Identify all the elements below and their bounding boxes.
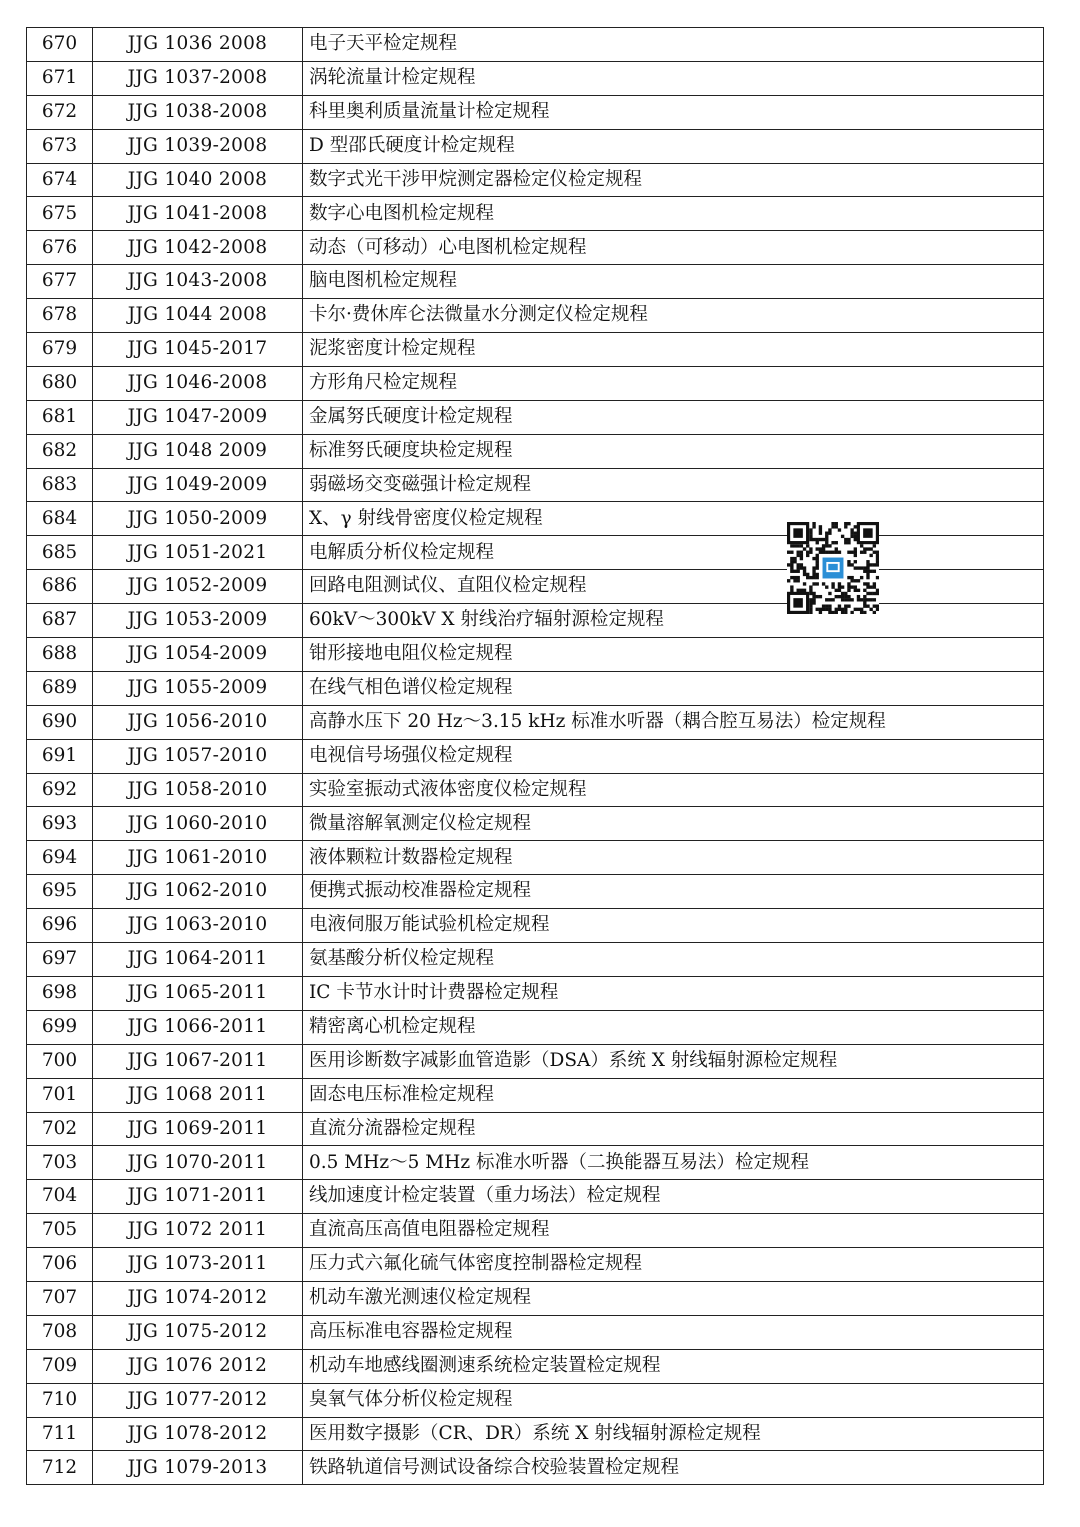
row-number-cell: 679: [27, 333, 93, 367]
regulation-name-cell: 微量溶解氧测定仪检定规程: [303, 807, 1044, 841]
regulation-code-cell: JJG 1045-2017: [93, 333, 303, 367]
table-row: [27, 61, 1044, 95]
regulation-name-cell: 直流高压高值电阻器检定规程: [303, 1214, 1044, 1248]
regulation-name-cell: X、γ 射线骨密度仪检定规程: [303, 502, 1044, 536]
regulation-name-cell: 弱磁场交变磁强计检定规程: [303, 468, 1044, 502]
regulation-name-cell: 脑电图机检定规程: [303, 265, 1044, 299]
regulation-code-cell: JJG 1037-2008: [93, 61, 303, 95]
table-row: [27, 909, 1044, 943]
table-row: [27, 502, 1044, 536]
table-row: [27, 773, 1044, 807]
row-number-cell: 709: [27, 1349, 93, 1383]
table-row: [27, 1010, 1044, 1044]
regulation-name-cell: 60kV～300kV X 射线治疗辐射源检定规程: [303, 604, 1044, 638]
row-number-cell: 702: [27, 1112, 93, 1146]
row-number-cell: 696: [27, 909, 93, 943]
row-number-cell: 670: [27, 28, 93, 62]
table-row: [27, 1044, 1044, 1078]
row-number-cell: 694: [27, 841, 93, 875]
regulation-code-cell: JJG 1074-2012: [93, 1281, 303, 1315]
row-number-cell: 682: [27, 434, 93, 468]
row-number-cell: 681: [27, 400, 93, 434]
regulation-name-cell: 机动车激光测速仪检定规程: [303, 1281, 1044, 1315]
row-number-cell: 700: [27, 1044, 93, 1078]
table-row: [27, 1383, 1044, 1417]
row-number-cell: 672: [27, 95, 93, 129]
regulation-name-cell: 高静水压下 20 Hz～3.15 kHz 标准水听器（耦合腔互易法）检定规程: [303, 705, 1044, 739]
table-row: [27, 1112, 1044, 1146]
row-number-cell: 688: [27, 638, 93, 672]
regulation-name-cell: 高压标准电容器检定规程: [303, 1315, 1044, 1349]
table-row: [27, 604, 1044, 638]
row-number-cell: 689: [27, 671, 93, 705]
regulation-code-cell: JJG 1044 2008: [93, 299, 303, 333]
regulation-name-cell: 电液伺服万能试验机检定规程: [303, 909, 1044, 943]
regulation-name-cell: 实验室振动式液体密度仪检定规程: [303, 773, 1044, 807]
regulation-name-cell: 电解质分析仪检定规程: [303, 536, 1044, 570]
table-row: [27, 671, 1044, 705]
row-number-cell: 711: [27, 1417, 93, 1451]
regulation-code-cell: JJG 1071-2011: [93, 1180, 303, 1214]
regulation-name-cell: 标准努氏硬度块检定规程: [303, 434, 1044, 468]
qr-code-icon: [787, 522, 879, 614]
regulation-code-cell: JJG 1049-2009: [93, 468, 303, 502]
regulation-name-cell: 直流分流器检定规程: [303, 1112, 1044, 1146]
row-number-cell: 676: [27, 231, 93, 265]
regulation-name-cell: 固态电压标准检定规程: [303, 1078, 1044, 1112]
regulation-name-cell: IC 卡节水计时计费器检定规程: [303, 976, 1044, 1010]
regulation-name-cell: 压力式六氟化硫气体密度控制器检定规程: [303, 1248, 1044, 1282]
regulation-code-cell: JJG 1038-2008: [93, 95, 303, 129]
row-number-cell: 698: [27, 976, 93, 1010]
table-row: [27, 197, 1044, 231]
table-row: [27, 366, 1044, 400]
row-number-cell: 710: [27, 1383, 93, 1417]
row-number-cell: 701: [27, 1078, 93, 1112]
regulation-table: [26, 27, 1044, 1485]
regulation-code-cell: JJG 1073-2011: [93, 1248, 303, 1282]
regulation-name-cell: 精密离心机检定规程: [303, 1010, 1044, 1044]
regulation-code-cell: JJG 1056-2010: [93, 705, 303, 739]
regulation-code-cell: JJG 1054-2009: [93, 638, 303, 672]
regulation-name-cell: 医用数字摄影（CR、DR）系统 X 射线辐射源检定规程: [303, 1417, 1044, 1451]
regulation-name-cell: 医用诊断数字减影血管造影（DSA）系统 X 射线辐射源检定规程: [303, 1044, 1044, 1078]
regulation-code-cell: JJG 1075-2012: [93, 1315, 303, 1349]
regulation-code-cell: JJG 1079-2013: [93, 1451, 303, 1485]
regulation-code-cell: JJG 1053-2009: [93, 604, 303, 638]
table-row: [27, 807, 1044, 841]
row-number-cell: 678: [27, 299, 93, 333]
row-number-cell: 680: [27, 366, 93, 400]
regulation-name-cell: 液体颗粒计数器检定规程: [303, 841, 1044, 875]
regulation-code-cell: JJG 1072 2011: [93, 1214, 303, 1248]
regulation-code-cell: JJG 1055-2009: [93, 671, 303, 705]
regulation-code-cell: JJG 1057-2010: [93, 739, 303, 773]
row-number-cell: 699: [27, 1010, 93, 1044]
regulation-code-cell: JJG 1078-2012: [93, 1417, 303, 1451]
regulation-name-cell: 机动车地感线圈测速系统检定装置检定规程: [303, 1349, 1044, 1383]
table-row: [27, 1281, 1044, 1315]
regulation-name-cell: 金属努氏硬度计检定规程: [303, 400, 1044, 434]
table-row: [27, 434, 1044, 468]
qr-code-image: [787, 522, 879, 614]
row-number-cell: 671: [27, 61, 93, 95]
row-number-cell: 673: [27, 129, 93, 163]
regulation-name-cell: 泥浆密度计检定规程: [303, 333, 1044, 367]
regulation-name-cell: D 型邵氏硬度计检定规程: [303, 129, 1044, 163]
regulation-code-cell: JJG 1052-2009: [93, 570, 303, 604]
row-number-cell: 695: [27, 875, 93, 909]
row-number-cell: 675: [27, 197, 93, 231]
row-number-cell: 691: [27, 739, 93, 773]
regulation-name-cell: 线加速度计检定装置（重力场法）检定规程: [303, 1180, 1044, 1214]
table-row: [27, 1180, 1044, 1214]
row-number-cell: 683: [27, 468, 93, 502]
row-number-cell: 712: [27, 1451, 93, 1485]
table-row: [27, 1214, 1044, 1248]
table-row: [27, 1349, 1044, 1383]
regulation-code-cell: JJG 1060-2010: [93, 807, 303, 841]
regulation-code-cell: JJG 1058-2010: [93, 773, 303, 807]
row-number-cell: 704: [27, 1180, 93, 1214]
table-row: [27, 28, 1044, 62]
row-number-cell: 686: [27, 570, 93, 604]
regulation-name-cell: 铁路轨道信号测试设备综合校验装置检定规程: [303, 1451, 1044, 1485]
regulation-code-cell: JJG 1050-2009: [93, 502, 303, 536]
regulation-code-cell: JJG 1039-2008: [93, 129, 303, 163]
row-number-cell: 693: [27, 807, 93, 841]
table-row: [27, 1146, 1044, 1180]
table-row: [27, 943, 1044, 977]
regulation-name-cell: 电视信号场强仪检定规程: [303, 739, 1044, 773]
row-number-cell: 703: [27, 1146, 93, 1180]
table-row: [27, 1417, 1044, 1451]
table-row: [27, 976, 1044, 1010]
row-number-cell: 697: [27, 943, 93, 977]
table-body: [27, 28, 1044, 1485]
table-row: [27, 875, 1044, 909]
regulation-code-cell: JJG 1061-2010: [93, 841, 303, 875]
regulation-name-cell: 卡尔·费休库仑法微量水分测定仪检定规程: [303, 299, 1044, 333]
table-row: [27, 638, 1044, 672]
table-row: [27, 536, 1044, 570]
row-number-cell: 705: [27, 1214, 93, 1248]
regulation-code-cell: JJG 1076 2012: [93, 1349, 303, 1383]
regulation-name-cell: 方形角尺检定规程: [303, 366, 1044, 400]
regulation-code-cell: JJG 1070-2011: [93, 1146, 303, 1180]
table-row: [27, 739, 1044, 773]
regulation-name-cell: 涡轮流量计检定规程: [303, 61, 1044, 95]
regulation-name-cell: 回路电阻测试仪、直阻仪检定规程: [303, 570, 1044, 604]
table-row: [27, 841, 1044, 875]
row-number-cell: 685: [27, 536, 93, 570]
regulation-code-cell: JJG 1063-2010: [93, 909, 303, 943]
table-row: [27, 333, 1044, 367]
regulation-name-cell: 科里奥利质量流量计检定规程: [303, 95, 1044, 129]
regulation-name-cell: 数字式光干涉甲烷测定器检定仪检定规程: [303, 163, 1044, 197]
table-row: [27, 1078, 1044, 1112]
regulation-code-cell: JJG 1051-2021: [93, 536, 303, 570]
regulation-name-cell: 钳形接地电阻仪检定规程: [303, 638, 1044, 672]
table-row: [27, 265, 1044, 299]
regulation-name-cell: 臭氧气体分析仪检定规程: [303, 1383, 1044, 1417]
table-row: [27, 570, 1044, 604]
row-number-cell: 677: [27, 265, 93, 299]
regulation-name-cell: 便携式振动校准器检定规程: [303, 875, 1044, 909]
regulation-name-cell: 数字心电图机检定规程: [303, 197, 1044, 231]
table-row: [27, 1451, 1044, 1485]
table-row: [27, 400, 1044, 434]
row-number-cell: 674: [27, 163, 93, 197]
row-number-cell: 708: [27, 1315, 93, 1349]
regulation-code-cell: JJG 1065-2011: [93, 976, 303, 1010]
regulation-name-cell: 氨基酸分析仪检定规程: [303, 943, 1044, 977]
row-number-cell: 707: [27, 1281, 93, 1315]
regulation-code-cell: JJG 1069-2011: [93, 1112, 303, 1146]
table-row: [27, 1248, 1044, 1282]
regulation-code-cell: JJG 1040 2008: [93, 163, 303, 197]
regulation-code-cell: JJG 1062-2010: [93, 875, 303, 909]
regulation-code-cell: JJG 1068 2011: [93, 1078, 303, 1112]
table-row: [27, 163, 1044, 197]
regulation-name-cell: 动态（可移动）心电图机检定规程: [303, 231, 1044, 265]
table-row: [27, 129, 1044, 163]
table-row: [27, 1315, 1044, 1349]
regulation-code-cell: JJG 1064-2011: [93, 943, 303, 977]
regulation-code-cell: JJG 1077-2012: [93, 1383, 303, 1417]
regulation-code-cell: JJG 1043-2008: [93, 265, 303, 299]
table-row: [27, 231, 1044, 265]
regulation-code-cell: JJG 1067-2011: [93, 1044, 303, 1078]
row-number-cell: 692: [27, 773, 93, 807]
row-number-cell: 687: [27, 604, 93, 638]
table-row: [27, 299, 1044, 333]
regulation-code-cell: JJG 1042-2008: [93, 231, 303, 265]
table-row: [27, 705, 1044, 739]
regulation-name-cell: 电子天平检定规程: [303, 28, 1044, 62]
row-number-cell: 706: [27, 1248, 93, 1282]
regulation-name-cell: 0.5 MHz～5 MHz 标准水听器（二换能器互易法）检定规程: [303, 1146, 1044, 1180]
row-number-cell: 690: [27, 705, 93, 739]
row-number-cell: 684: [27, 502, 93, 536]
table-row: [27, 95, 1044, 129]
regulation-code-cell: JJG 1036 2008: [93, 28, 303, 62]
table-row: [27, 468, 1044, 502]
regulation-code-cell: JJG 1041-2008: [93, 197, 303, 231]
regulation-code-cell: JJG 1066-2011: [93, 1010, 303, 1044]
regulation-name-cell: 在线气相色谱仪检定规程: [303, 671, 1044, 705]
regulation-code-cell: JJG 1048 2009: [93, 434, 303, 468]
regulation-code-cell: JJG 1046-2008: [93, 366, 303, 400]
regulation-code-cell: JJG 1047-2009: [93, 400, 303, 434]
